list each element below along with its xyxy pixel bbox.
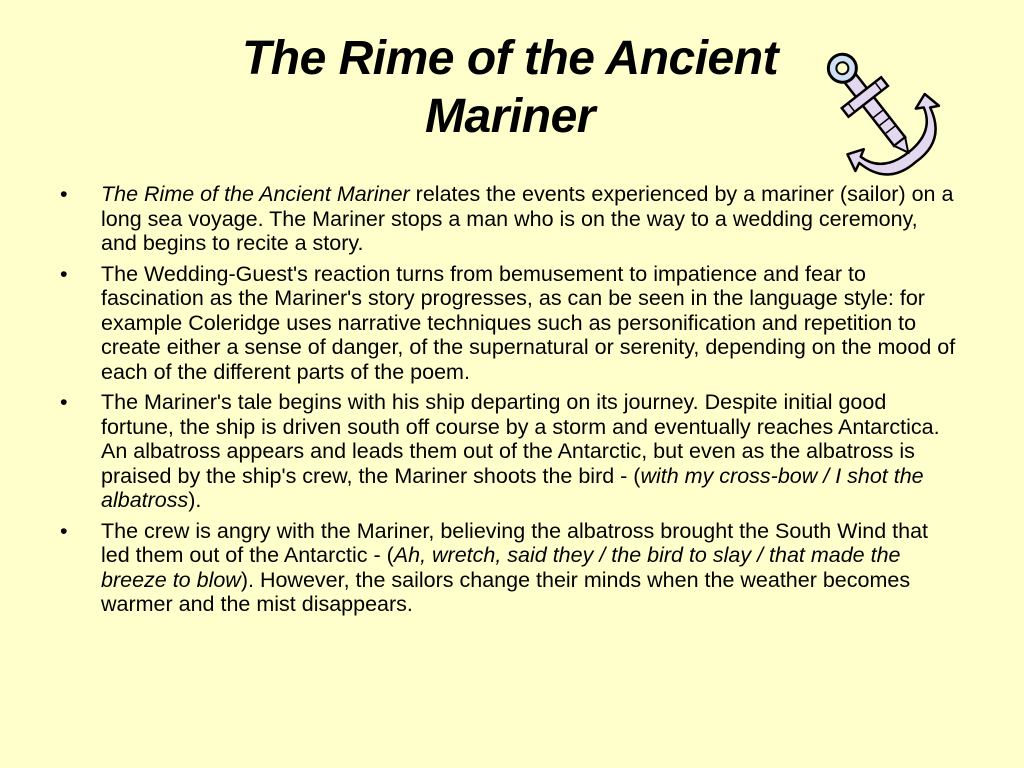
bullet-text bbox=[101, 182, 953, 255]
bullet-list bbox=[58, 182, 958, 623]
bullet-item-4 bbox=[58, 519, 958, 617]
bullet-body-end: ). bbox=[188, 488, 202, 512]
title-line-2: Mariner bbox=[425, 90, 595, 143]
anchor-icon bbox=[808, 30, 943, 180]
poem-title-italic: The Rime of the Ancient Mariner bbox=[101, 182, 410, 206]
bullet-body-end: ). However, the sailors change their minds when the weather becomes warmer and the mist disappears. bbox=[101, 567, 911, 616]
bullet-body: relates the events experienced by a mariner (sailor) on a long sea voyage. The Mariner stops a man who is on the way to a wedding ceremony, and begins to recite a story. bbox=[101, 182, 954, 255]
bullet-text bbox=[101, 390, 940, 512]
bullet-marker: • bbox=[60, 518, 68, 543]
bullet-text bbox=[101, 519, 928, 617]
bullet-marker: • bbox=[60, 261, 68, 286]
bullet-body: The Mariner's tale begins with his ship departing on its journey. Despite initial good fortune, the ship is driven south off course by a storm and eventually reaches Antarctica. An albatross appears and leads them out of the Antarctic, but even as the albatross is praised by the ship's crew, the Mariner shoots the bird - ( bbox=[101, 390, 940, 488]
bullet-body: The Wedding-Guest's reaction turns from bemusement to impatience and fear to fascination as the Mariner's story progresses, as can be seen in the language style: for example Coleridge uses narrative techniques such as personification and repetition to create either a sense of danger, of the supernatural or serenity, depending on the mood of each of the different parts of the poem. bbox=[101, 261, 956, 384]
bullet-body: The crew is angry with the Mariner, believing the albatross brought the South Wind that led them out of the Antarctic - ( bbox=[101, 518, 928, 567]
poem-quote-italic: Ah, wretch, said they / the bird to slay / that made the breeze to blow bbox=[101, 543, 901, 592]
bullet-item-1 bbox=[58, 182, 958, 256]
bullet-item-3 bbox=[58, 390, 958, 513]
bullet-item-2 bbox=[58, 262, 958, 385]
bullet-marker: • bbox=[60, 182, 68, 206]
title-line-1: The Rime of the Ancient bbox=[241, 32, 779, 85]
poem-quote-italic: with my cross-bow / I shot the albatross bbox=[101, 463, 924, 512]
slide-title bbox=[90, 30, 930, 146]
bullet-marker: • bbox=[60, 390, 68, 414]
